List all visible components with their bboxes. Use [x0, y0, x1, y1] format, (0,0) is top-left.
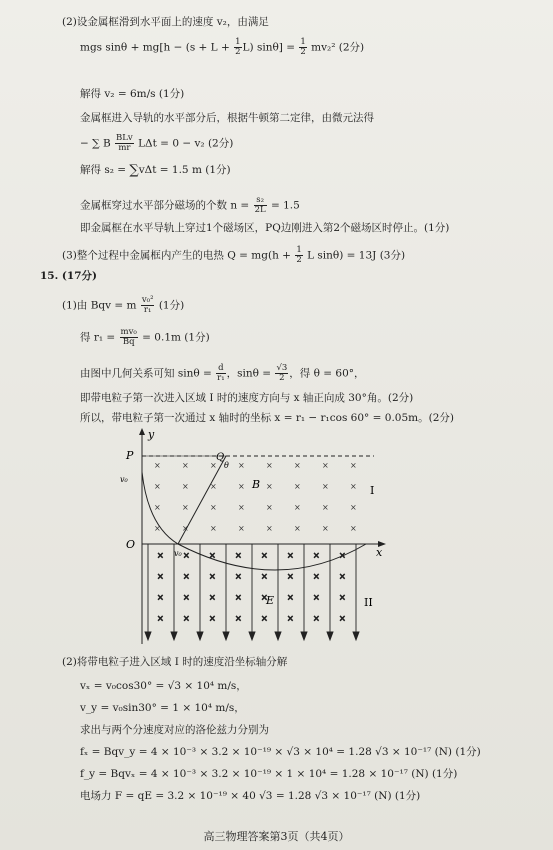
trajectory-lower: [178, 544, 366, 570]
text-line: vₓ = v₀cos30° = √3 × 10⁴ m/s，: [80, 680, 247, 692]
field-cross: ×: [235, 614, 242, 623]
field-cross: ×: [183, 593, 190, 602]
field-cross: ×: [210, 482, 217, 491]
field-cross: ×: [182, 461, 189, 470]
text-line: (3)整个过程中金属框内产生的电热 Q = mg(h + $\frac{1}{2}$ L sinθ) = 13J (3分): [62, 245, 406, 265]
field-cross: ×: [238, 503, 245, 512]
momentum-equation: − ∑ B $\frac{\text{BLv}}{mr}$ LΔt = 0 − v₂ (2分): [80, 133, 234, 153]
question-number: 15. (17分): [40, 270, 97, 282]
page-footer: 高三物理答案第3页（共4页）: [203, 830, 350, 843]
text-line: 得 r₁ = $\frac{\text{mv₀}}{Bq}$ = 0.1m (1分): [80, 327, 210, 347]
e-field-arrow: [197, 632, 203, 640]
region-1-label: I: [370, 484, 375, 497]
text-line: 金属框穿过水平部分磁场的个数 n = $\frac{\text{s₂}}{2L}$ = 1.5: [80, 195, 300, 215]
region-2-label: II: [364, 596, 373, 609]
field-cross: ×: [183, 614, 190, 623]
x-axis-label: x: [376, 546, 383, 559]
e-field-arrow: [249, 632, 255, 640]
field-cross: ×: [322, 482, 329, 491]
field-cross: ×: [209, 614, 216, 623]
field-cross: ×: [287, 551, 294, 560]
field-cross: ×: [182, 524, 189, 533]
field-cross: ×: [322, 503, 329, 512]
field-cross: ×: [339, 572, 346, 581]
point-q: Q: [216, 452, 225, 463]
field-cross: ×: [261, 614, 268, 623]
field-cross: ×: [157, 551, 164, 560]
field-cross: ×: [350, 503, 357, 512]
field-cross: ×: [157, 593, 164, 602]
field-cross: ×: [294, 524, 301, 533]
field-cross: ×: [210, 461, 217, 470]
field-cross: ×: [266, 482, 273, 491]
field-cross: ×: [182, 503, 189, 512]
e-field-arrow: [171, 632, 177, 640]
field-cross: ×: [157, 572, 164, 581]
field-cross: ×: [209, 551, 216, 560]
text-line: 由图中几何关系可知 sinθ = $\frac{d}{\text{r₁}}$ ，sinθ = $\frac{√3}{2}$ ，得 θ = 60°，: [80, 363, 365, 383]
field-cross: ×: [235, 593, 242, 602]
field-cross: ×: [287, 572, 294, 581]
field-cross: ×: [238, 461, 245, 470]
field-cross: ×: [183, 572, 190, 581]
field-cross: ×: [313, 572, 320, 581]
text-line: 求出与两个分速度对应的洛伦兹力分别为: [80, 724, 269, 736]
e-field-arrow: [275, 632, 281, 640]
text-line: 金属框进入导轨的水平部分后，根据牛顿第二定律，由微元法得: [80, 112, 374, 124]
field-cross: ×: [210, 524, 217, 533]
text-line: 即金属框在水平导轨上穿过1个磁场区，PQ边刚进入第2个磁场区时停止。(1分): [80, 222, 450, 234]
field-cross: ×: [154, 461, 161, 470]
e-field-arrow: [223, 632, 229, 640]
field-cross: ×: [235, 572, 242, 581]
field-cross: ×: [313, 593, 320, 602]
electric-field-lines: [145, 544, 359, 640]
text-line: 所以，带电粒子第一次通过 x 轴时的坐标 x = r₁ − r₁cos 60° = 0.05m。(2分): [80, 412, 454, 424]
field-cross: ×: [261, 551, 268, 560]
field-cross: ×: [339, 551, 346, 560]
field-cross: ×: [235, 551, 242, 560]
field-cross: ×: [261, 572, 268, 581]
field-cross: ×: [350, 524, 357, 533]
text-line: (2)将带电粒子进入区域 I 时的速度沿坐标轴分解: [62, 656, 288, 668]
velocity-label: v₀: [174, 549, 182, 558]
v0-label: v₀: [120, 475, 128, 484]
field-cross: ×: [210, 503, 217, 512]
field-cross: ×: [322, 524, 329, 533]
field-cross: ×: [322, 461, 329, 470]
field-cross: ×: [287, 593, 294, 602]
text-line: f_y = Bqvₓ = 4 × 10⁻³ × 3.2 × 10⁻¹⁹ × 1 × 10⁴ = 1.28 × 10⁻¹⁷ (N) (1分): [80, 768, 458, 780]
field-cross: ×: [183, 551, 190, 560]
field-cross: ×: [313, 614, 320, 623]
field-cross: ×: [238, 524, 245, 533]
e-field-arrow: [327, 632, 333, 640]
field-cross: ×: [266, 524, 273, 533]
text-line: 即带电粒子第一次进入区域 I 时的速度方向与 x 轴正向成 30°角。(2分): [80, 392, 414, 404]
text-line: 电场力 F = qE = 3.2 × 10⁻¹⁹ × 40 √3 = 1.28 √3 × 10⁻¹⁷ (N) (1分): [80, 790, 421, 802]
text-line: (1)由 Bqv = m $\frac{\text{v₀²}}{\text{r₁}}$ (1分): [62, 295, 185, 315]
field-cross: ×: [266, 503, 273, 512]
field-cross: ×: [154, 503, 161, 512]
field-cross: ×: [294, 461, 301, 470]
field-cross: ×: [261, 593, 268, 602]
field-cross: ×: [350, 461, 357, 470]
field-cross: ×: [294, 503, 301, 512]
region-e-label: E: [266, 594, 275, 607]
text-line: fₓ = Bqv_y = 4 × 10⁻³ × 3.2 × 10⁻¹⁹ × √3 × 10⁴ = 1.28 √3 × 10⁻¹⁷ (N) (1分): [80, 746, 481, 758]
origin-label: O: [126, 538, 136, 551]
y-axis-arrow: [139, 428, 145, 435]
field-cross: ×: [209, 593, 216, 602]
e-field-arrow: [353, 632, 359, 640]
text-line: (2)设金属框滑到水平面上的速度 v₂，由满足: [62, 16, 269, 28]
text-line: v_y = v₀sin30° = 1 × 10⁴ m/s，: [80, 702, 245, 714]
energy-equation: mgs sinθ + mg[h − (s + L + $\frac{1}{2}$ L) sinθ] = $\frac{1}{2}$ mv₂² (2分): [80, 37, 365, 57]
region-b-label: B: [252, 478, 261, 491]
y-axis-label: y: [148, 428, 155, 441]
e-field-arrow: [145, 632, 151, 640]
field-cross: ×: [294, 482, 301, 491]
field-cross: ×: [339, 593, 346, 602]
text-line: 解得 s₂ = ∑vΔt = 1.5 m (1分): [80, 163, 231, 178]
e-field-arrow: [301, 632, 307, 640]
text-line: 解得 v₂ = 6m/s (1分): [80, 88, 185, 100]
theta-label: θ: [224, 461, 229, 470]
field-cross: ×: [350, 482, 357, 491]
field-cross: ×: [154, 524, 161, 533]
field-cross: ×: [182, 482, 189, 491]
field-cross: ×: [209, 572, 216, 581]
field-cross: ×: [238, 482, 245, 491]
field-diagram: [108, 426, 400, 648]
field-cross: ×: [313, 551, 320, 560]
field-cross: ×: [154, 482, 161, 491]
point-p: P: [126, 449, 134, 462]
field-cross: ×: [339, 614, 346, 623]
field-cross: ×: [287, 614, 294, 623]
field-cross: ×: [157, 614, 164, 623]
magnetic-field-markers: [154, 461, 357, 533]
field-cross: ×: [266, 461, 273, 470]
